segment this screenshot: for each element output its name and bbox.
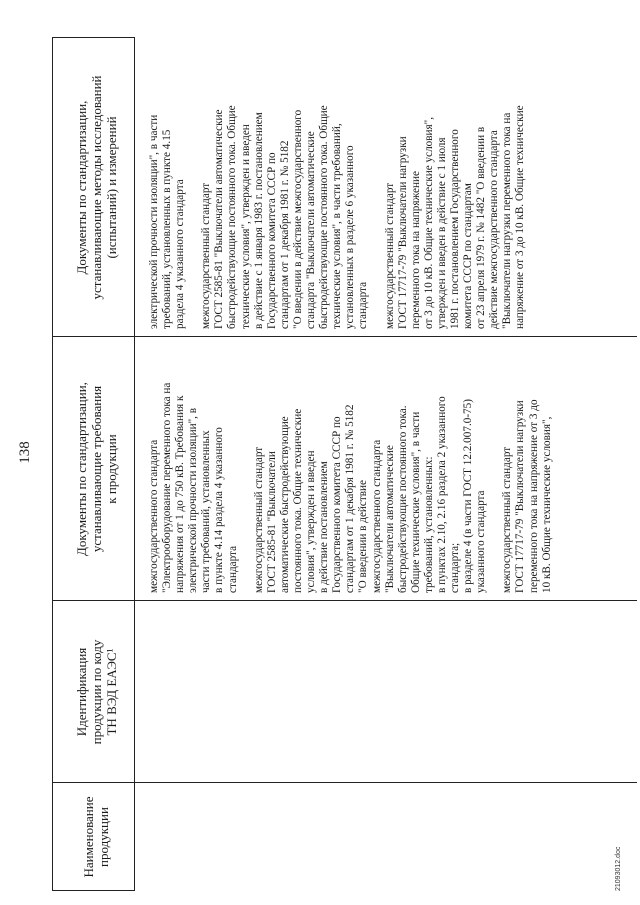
methods-cell bbox=[148, 39, 528, 329]
requirements-paragraph: межгосударственный стандарт ГОСТ 2585-81 "Выключатели автоматические быстродействующие постоянного тока. Общие технические условия", утвержден и введен в действие постановлением Государственного комитета СССР по стандартам от 1 декабря 1981 г. № 5182 "О введении в действие межгосударственного стандарта "Выключатели автоматические быстродействующие постоянного тока. Общие технические условия", в части требований, установленных: в пунктах 2.10, 2.16 раздела 2 указанного стандарта; в разделе 4 (в части ГОСТ 12.2.007.0-75) указанного стандарта bbox=[252, 396, 488, 593]
page-number: 138 bbox=[17, 441, 33, 464]
header-tnved-code: Идентификация продукции по коду ТН ВЭД ЕАЭС¹ bbox=[73, 639, 119, 745]
standards-table bbox=[52, 37, 637, 891]
header-requirements-standards: Документы по стандартизации, устанавливающие требования к продукции bbox=[73, 382, 119, 556]
header-product-name: Наименование продукции bbox=[81, 796, 111, 878]
requirements-paragraph: межгосударственного стандарта "Электрооборудование переменного тока на напряжения от 1 до 750 кВ. Требования к электрической прочности изоляции", в части требований, установленных в пункте 4.14 раздела 4 указанного стандарта bbox=[148, 382, 239, 593]
file-name-footer: 21093012.doc bbox=[615, 846, 622, 891]
methods-paragraph: межгосударственный стандарт ГОСТ 2585-81 "Выключатели автоматические быстродействующие постоянного тока. Общие технические условия", утвержден и введен в действие с 1 января 1983 г. постановлением Государственного комитета СССР по стандартам от 1 декабря 1981 г. № 5182 "О введении в действие межгосударственного стандарта "Выключатели автоматические быстродействующие постоянного тока. Общие технические условия", в части требований, установленных в разделе 6 указанного стандарта bbox=[200, 105, 370, 329]
column-divider bbox=[52, 600, 637, 601]
header-methods-standards: Документы по стандартизации, устанавливающие методы исследований (испытаний) и измерений bbox=[73, 75, 119, 300]
methods-paragraph: межгосударственный стандарт ГОСТ 17717-79 "Выключатели нагрузки переменного тока на напряжение от 3 до 10 кВ. Общие технические условия", утвержден и введен в действие с 1 июля 1981 г. постановлением Государственного комитета СССР по стандартам от 23 апреля 1979 г. № 1482 "О введении в действие межгосударственного стандарта "Выключатели нагрузки переменного тока на напряжение от 3 до 10 кВ. Общие технические bbox=[383, 105, 527, 329]
requirements-cell bbox=[148, 339, 554, 593]
methods-paragraph: электрической прочности изоляции", в части требований, установленных в пункте 4.15 раздела 4 указанного стандарта bbox=[148, 114, 187, 329]
table-border-top bbox=[52, 37, 53, 891]
requirements-paragraph: межгосударственный стандарт ГОСТ 17717-79 "Выключатели нагрузки переменного тока на напряжение от 3 до 10 кВ. Общие технические условия", bbox=[501, 399, 553, 593]
column-divider bbox=[52, 336, 637, 337]
column-divider bbox=[52, 782, 637, 783]
